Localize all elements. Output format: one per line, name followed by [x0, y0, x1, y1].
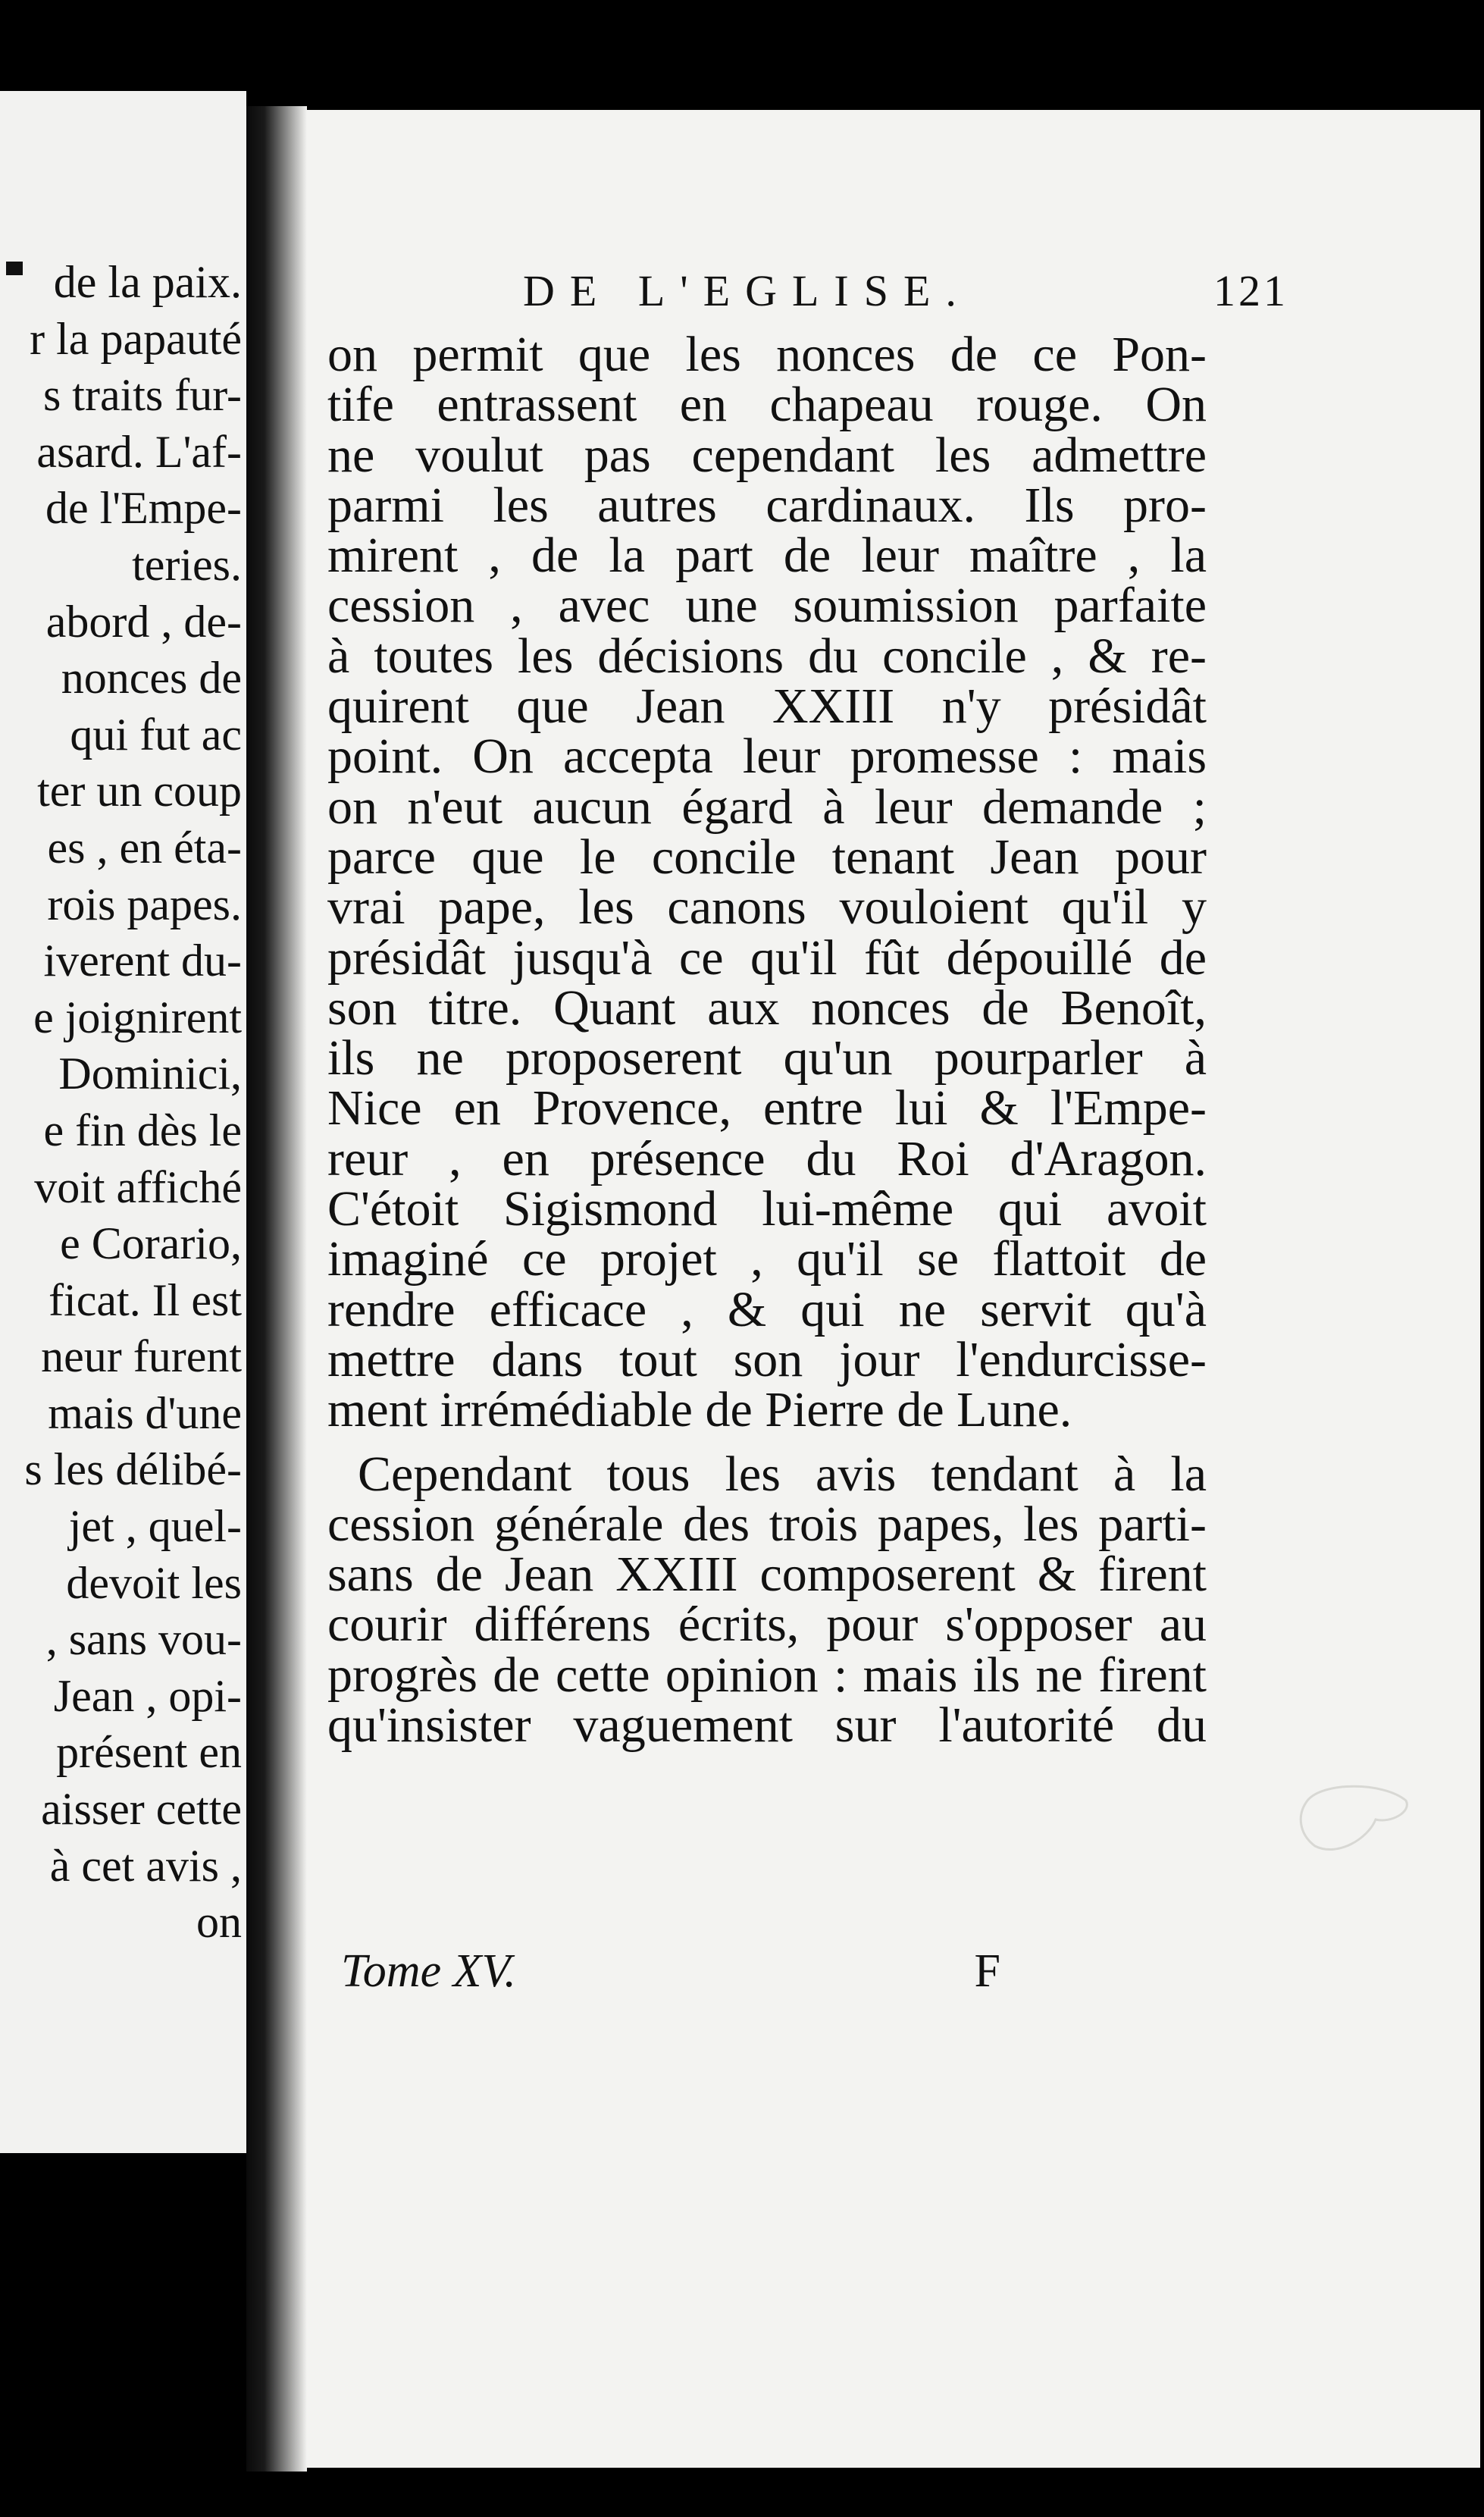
- text-line: présidât jusqu'à ce qu'il fût dépouillé de: [327, 929, 1207, 986]
- text-line: mettre dans tout son jour l'endurcisse-: [327, 1331, 1207, 1387]
- left-text-line: neur furent: [41, 1331, 242, 1382]
- left-text-line: de l'Empe-: [45, 483, 242, 534]
- text-line: on n'eut aucun égard à leur demande ;: [327, 779, 1207, 835]
- text-line: on permit que les nonces de ce Pon-: [327, 327, 1207, 382]
- text-line: ment irrémédiable de Pierre de Lune.: [327, 1382, 1072, 1438]
- text-line: cession générale des trois papes, les parti-: [327, 1496, 1207, 1552]
- text-line: vrai pape, les canons vouloient qu'il y: [327, 879, 1207, 936]
- text-line: ne voulut pas cependant les admettre: [327, 427, 1207, 483]
- left-text-line: teries.: [132, 539, 242, 590]
- text-line: Cependant tous les avis tendant à la: [358, 1446, 1207, 1502]
- left-page-fragment: [0, 91, 246, 2153]
- text-line: tife entrassent en chapeau rouge. On: [327, 377, 1207, 433]
- signature-mark: F: [974, 1945, 1000, 1997]
- text-line: ils ne proposerent qu'un pourparler à: [327, 1030, 1207, 1086]
- body-text: [327, 327, 1207, 1754]
- page-gutter: [246, 106, 307, 2472]
- left-text-line: , sans vou-: [45, 1614, 242, 1665]
- text-line: parmi les autres cardinaux. Ils pro-: [327, 477, 1207, 533]
- left-text-line: qui fut ac: [70, 709, 242, 760]
- text-line: point. On accepta leur promesse : mais: [327, 729, 1207, 785]
- left-text-line: s traits fur-: [42, 370, 242, 421]
- text-line: son titre. Quant aux nonces de Benoît,: [327, 980, 1207, 1036]
- left-text-line: de la paix.: [53, 257, 242, 307]
- text-line: Nice en Provence, entre lui & l'Empe-: [327, 1080, 1207, 1136]
- left-text-line: rois papes.: [47, 879, 242, 929]
- left-text-line: à cet avis ,: [49, 1840, 242, 1891]
- left-text-line: présent en: [56, 1727, 242, 1778]
- text-line: mirent , de la part de leur maître , la: [327, 528, 1207, 584]
- left-text-line: e fin dès le: [43, 1105, 242, 1155]
- left-text-line: Dominici,: [58, 1048, 242, 1099]
- left-text-line: e joignirent: [33, 992, 242, 1042]
- running-head-title: DE L'EGLISE.: [523, 266, 972, 315]
- running-head: [523, 265, 1288, 318]
- left-text-line: jet , quel-: [68, 1501, 242, 1552]
- text-line: courir différens écrits, pour s'opposer au: [327, 1597, 1207, 1653]
- page-footer: [341, 1945, 1000, 1998]
- left-text-line: voit affiché: [34, 1161, 242, 1212]
- left-text-line: asard. L'af-: [36, 426, 242, 477]
- text-line: rendre efficace , & qui ne servit qu'à: [327, 1281, 1207, 1337]
- left-text-line: r la papauté: [30, 313, 242, 364]
- left-page-text: [0, 254, 242, 1951]
- left-text-line: mais d'une: [48, 1387, 242, 1438]
- left-text-line: on: [196, 1897, 242, 1948]
- text-line: progrès de cette opinion : mais ils ne firent: [327, 1647, 1207, 1703]
- text-line: imaginé ce projet , qu'il se flattoit de: [327, 1231, 1207, 1287]
- text-line: reur , en présence du Roi d'Aragon.: [327, 1130, 1207, 1186]
- left-text-line: abord , de-: [45, 596, 242, 647]
- text-line: sans de Jean XXIII composerent & firent: [327, 1547, 1207, 1603]
- text-line: à toutes les décisions du concile , & re-: [327, 628, 1207, 684]
- left-text-line: aisser cette: [41, 1784, 242, 1835]
- page-number: 121: [1213, 266, 1288, 315]
- left-text-line: ficat. Il est: [49, 1274, 242, 1325]
- left-text-line: devoit les: [66, 1557, 242, 1608]
- stain-mark: [1292, 1778, 1414, 1861]
- text-line: quirent que Jean XXIII n'y présidât: [327, 679, 1207, 735]
- text-line: parce que le concile tenant Jean pour: [327, 829, 1207, 885]
- left-text-line: es , en éta-: [47, 822, 242, 873]
- text-line: qu'insister vaguement sur l'autorité du: [327, 1697, 1207, 1754]
- left-text-line: Jean , opi-: [53, 1670, 242, 1721]
- left-text-line: ter un coup: [37, 766, 242, 817]
- text-line: C'étoit Sigismond lui-même qui avoit: [327, 1181, 1207, 1237]
- left-text-line: nonces de: [61, 653, 242, 704]
- left-text-line: iverent du-: [43, 936, 242, 986]
- left-text-line: e Corario,: [60, 1218, 242, 1269]
- left-text-line: s les délibé-: [24, 1444, 242, 1495]
- text-line: cession , avec une soumission parfaite: [327, 578, 1207, 634]
- volume-label: Tome XV.: [341, 1945, 516, 1997]
